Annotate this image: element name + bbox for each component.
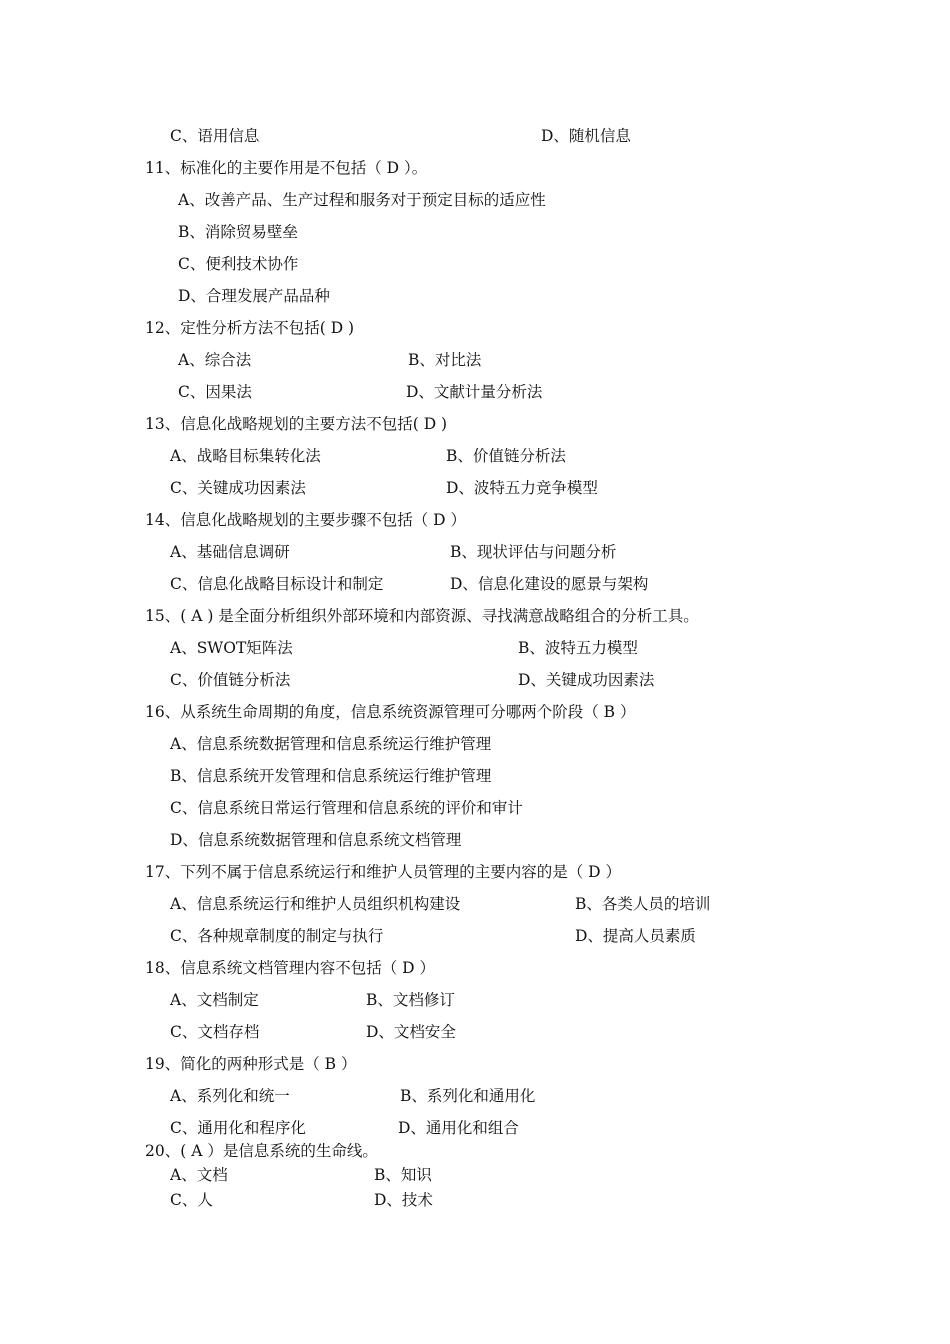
option-line: D、信息化建设的愿景与架构: [450, 575, 649, 593]
question-line: 17、下列不属于信息系统运行和维护人员管理的主要内容的是（ D ）: [145, 863, 622, 881]
option-line: A、系列化和统一: [170, 1087, 290, 1105]
option-line: D、文档安全: [366, 1023, 456, 1041]
option-line: C、因果法: [178, 383, 252, 401]
question-line: 11、标准化的主要作用是不包括（ D ）。: [145, 159, 428, 177]
option-line: A、文档制定: [170, 991, 259, 1009]
option-line: A、信息系统数据管理和信息系统运行维护管理: [170, 735, 492, 753]
option-line: A、综合法: [178, 351, 252, 369]
option-line: B、知识: [374, 1166, 432, 1184]
option-line: A、文档: [170, 1166, 228, 1184]
option-line: A、信息系统运行和维护人员组织机构建设: [170, 895, 461, 913]
option-line: B、对比法: [408, 351, 482, 369]
option-line: C、信息化战略目标设计和制定: [170, 575, 384, 593]
option-line: C、关键成功因素法: [170, 479, 306, 497]
option-line: A、改善产品、生产过程和服务对于预定目标的适应性: [178, 191, 546, 209]
option-line: B、信息系统开发管理和信息系统运行维护管理: [170, 767, 492, 785]
option-line: A、基础信息调研: [170, 543, 290, 561]
option-line: D、通用化和组合: [398, 1119, 519, 1137]
option-line: C、价值链分析法: [170, 671, 291, 689]
option-line: D、合理发展产品品种: [178, 287, 330, 305]
option-line: B、文档修订: [366, 991, 455, 1009]
option-line: B、消除贸易壁垒: [178, 223, 298, 241]
option-line: B、系列化和通用化: [400, 1087, 536, 1105]
question-line: 18、信息系统文档管理内容不包括（ D ）: [145, 959, 436, 977]
option-line: A、战略目标集转化法: [170, 447, 321, 465]
question-line: 13、信息化战略规划的主要方法不包括( D ): [145, 415, 448, 433]
option-line: D、波特五力竞争模型: [446, 479, 598, 497]
question-line: 16、从系统生命周期的角度，信息系统资源管理可分哪两个阶段（ B ）: [145, 703, 636, 721]
option-line: D、技术: [374, 1191, 433, 1209]
option-line: C、通用化和程序化: [170, 1119, 306, 1137]
question-line: 12、定性分析方法不包括( D ): [145, 319, 355, 337]
option-line: D、提高人员素质: [575, 927, 696, 945]
question-line: 14、信息化战略规划的主要步骤不包括（ D ）: [145, 511, 467, 529]
option-line: C、信息系统日常运行管理和信息系统的评价和审计: [170, 799, 523, 817]
option-line: D、关键成功因素法: [518, 671, 655, 689]
option-line: B、各类人员的培训: [575, 895, 711, 913]
question-line: 20、( A ）是信息系统的生命线。: [145, 1142, 378, 1160]
option-line: B、价值链分析法: [446, 447, 566, 465]
option-line: C、文档存档: [170, 1023, 260, 1041]
option-line: D、信息系统数据管理和信息系统文档管理: [170, 831, 462, 849]
option-line: C、语用信息: [170, 127, 260, 145]
question-line: 15、( A ) 是全面分析组织外部环境和内部资源、寻找满意战略组合的分析工具。: [145, 607, 699, 625]
option-line: D、随机信息: [541, 127, 631, 145]
option-line: C、人: [170, 1191, 213, 1209]
option-line: C、各种规章制度的制定与执行: [170, 927, 384, 945]
option-line: A、SWOT矩阵法: [170, 639, 293, 657]
option-line: C、便利技术协作: [178, 255, 299, 273]
option-line: B、波特五力模型: [518, 639, 638, 657]
option-line: B、现状评估与问题分析: [450, 543, 617, 561]
question-line: 19、简化的两种形式是（ B ）: [145, 1055, 357, 1073]
option-line: D、文献计量分析法: [406, 383, 543, 401]
